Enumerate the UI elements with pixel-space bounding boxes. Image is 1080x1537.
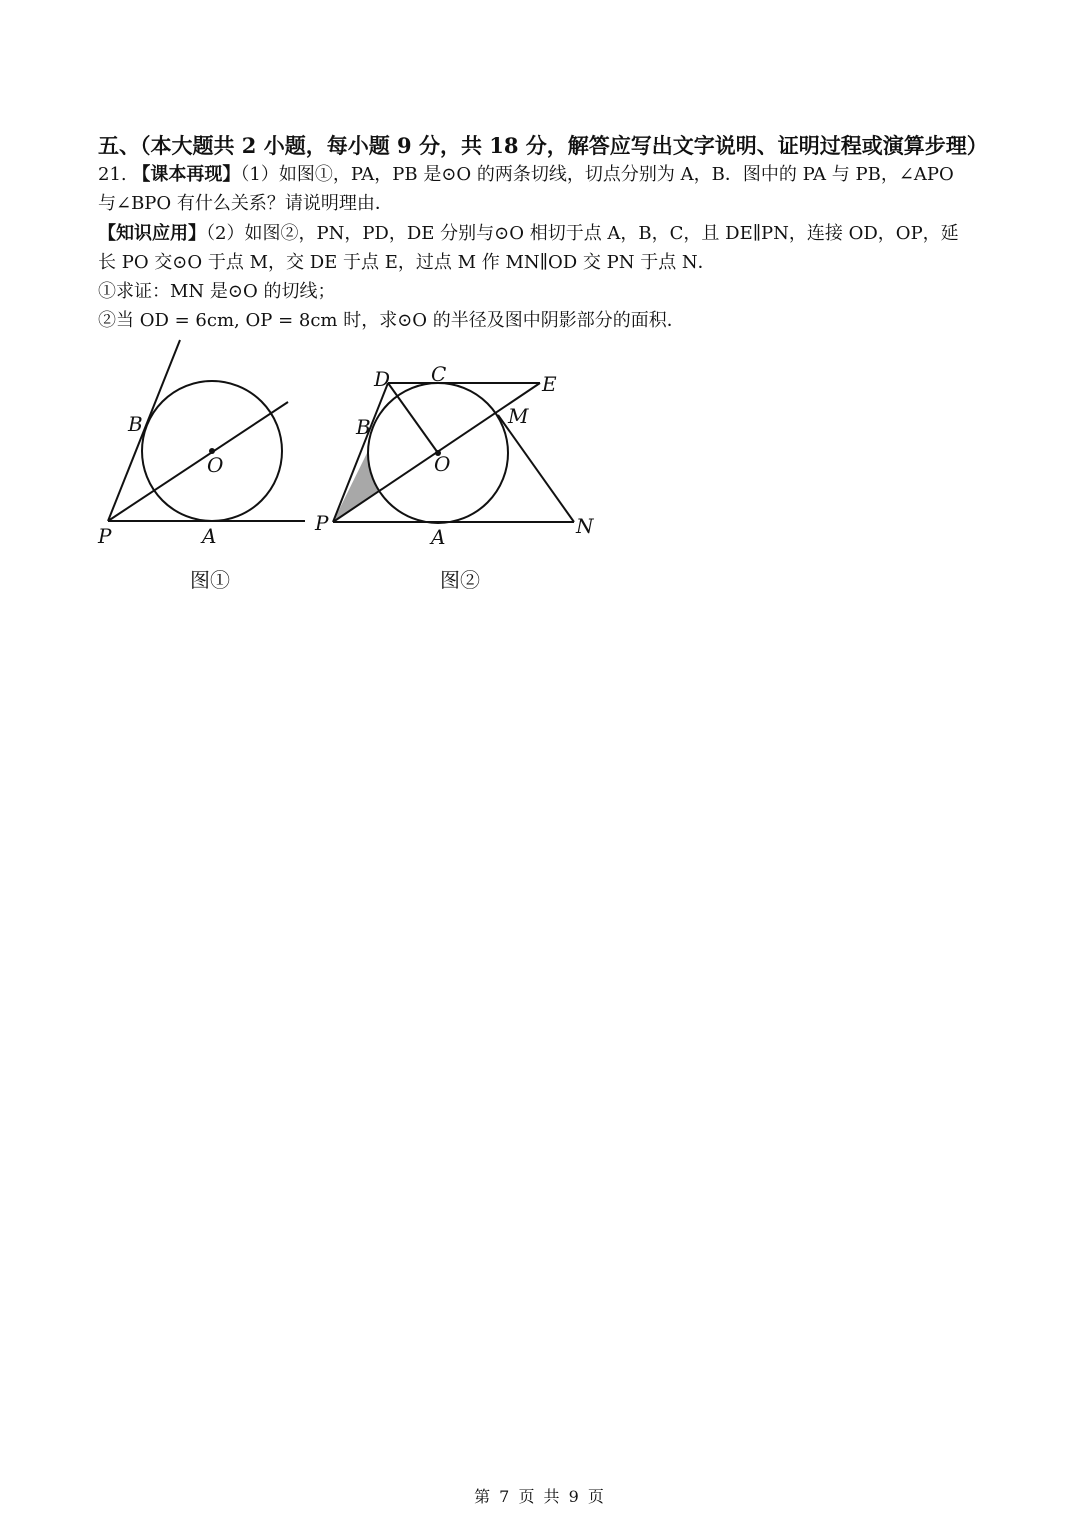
fig1-label-b: B <box>128 412 143 436</box>
sub-question-1: ①求证：MN 是⊙O 的切线； <box>98 281 336 302</box>
figure-2-diagram <box>310 360 600 550</box>
sub-question-2: ②当 OD = 6cm, OP = 8cm 时，求⊙O 的半径及图中阴影部分的面积． <box>98 310 685 331</box>
page-footer: 第 7 页 共 9 页 <box>474 1487 606 1506</box>
fig2-label-m: M <box>508 404 529 428</box>
question-line-4: 长 PO 交⊙O 于点 M，交 DE 于点 E，过点 M 作 MN∥OD 交 PN 于点 N． <box>98 252 716 273</box>
fig2-label-p: P <box>315 511 329 535</box>
fig2-label-n: N <box>576 514 594 538</box>
question-text-3: （2）如图②，PN，PD，DE 分别与⊙O 相切于点 A，B，C，且 DE∥PN，连接 OD，OP，延 <box>206 223 959 244</box>
figure-1-diagram <box>90 335 320 550</box>
fig2-label-d: D <box>374 367 391 391</box>
fig2-line-od <box>388 383 438 453</box>
tag-textbook: 【课本再现】 <box>132 164 241 185</box>
question-number: 21. <box>98 164 127 185</box>
fig2-shaded-region <box>333 449 378 522</box>
fig2-label-c: C <box>431 362 447 386</box>
fig2-label-a: A <box>431 525 446 549</box>
fig1-line-pb <box>108 340 180 521</box>
tag-application: 【知识应用】 <box>98 223 206 244</box>
fig2-line-mn <box>498 415 574 522</box>
fig1-label-a: A <box>202 524 217 548</box>
fig2-label-b: B <box>356 415 371 439</box>
question-line-1 <box>98 162 954 188</box>
fig2-label-o: O <box>434 452 451 476</box>
fig2-label-e: E <box>542 372 557 396</box>
fig1-label-p: P <box>98 524 112 548</box>
section-title: 五、（本大题共 2 小题，每小题 9 分，共 18 分，解答应写出文字说明、证明过程或演算步理） <box>98 133 988 158</box>
question-line-2: 与∠BPO 有什么关系？请说明理由． <box>98 193 393 214</box>
figure-1-caption: 图① <box>190 568 230 592</box>
question-text-1: （1）如图①，PA，PB 是⊙O 的两条切线，切点分别为 A，B．图中的 PA 与 PB，∠APO <box>240 164 954 185</box>
fig1-label-o: O <box>207 453 224 477</box>
question-line-3 <box>98 221 959 247</box>
figure-2-caption: 图② <box>440 568 480 592</box>
